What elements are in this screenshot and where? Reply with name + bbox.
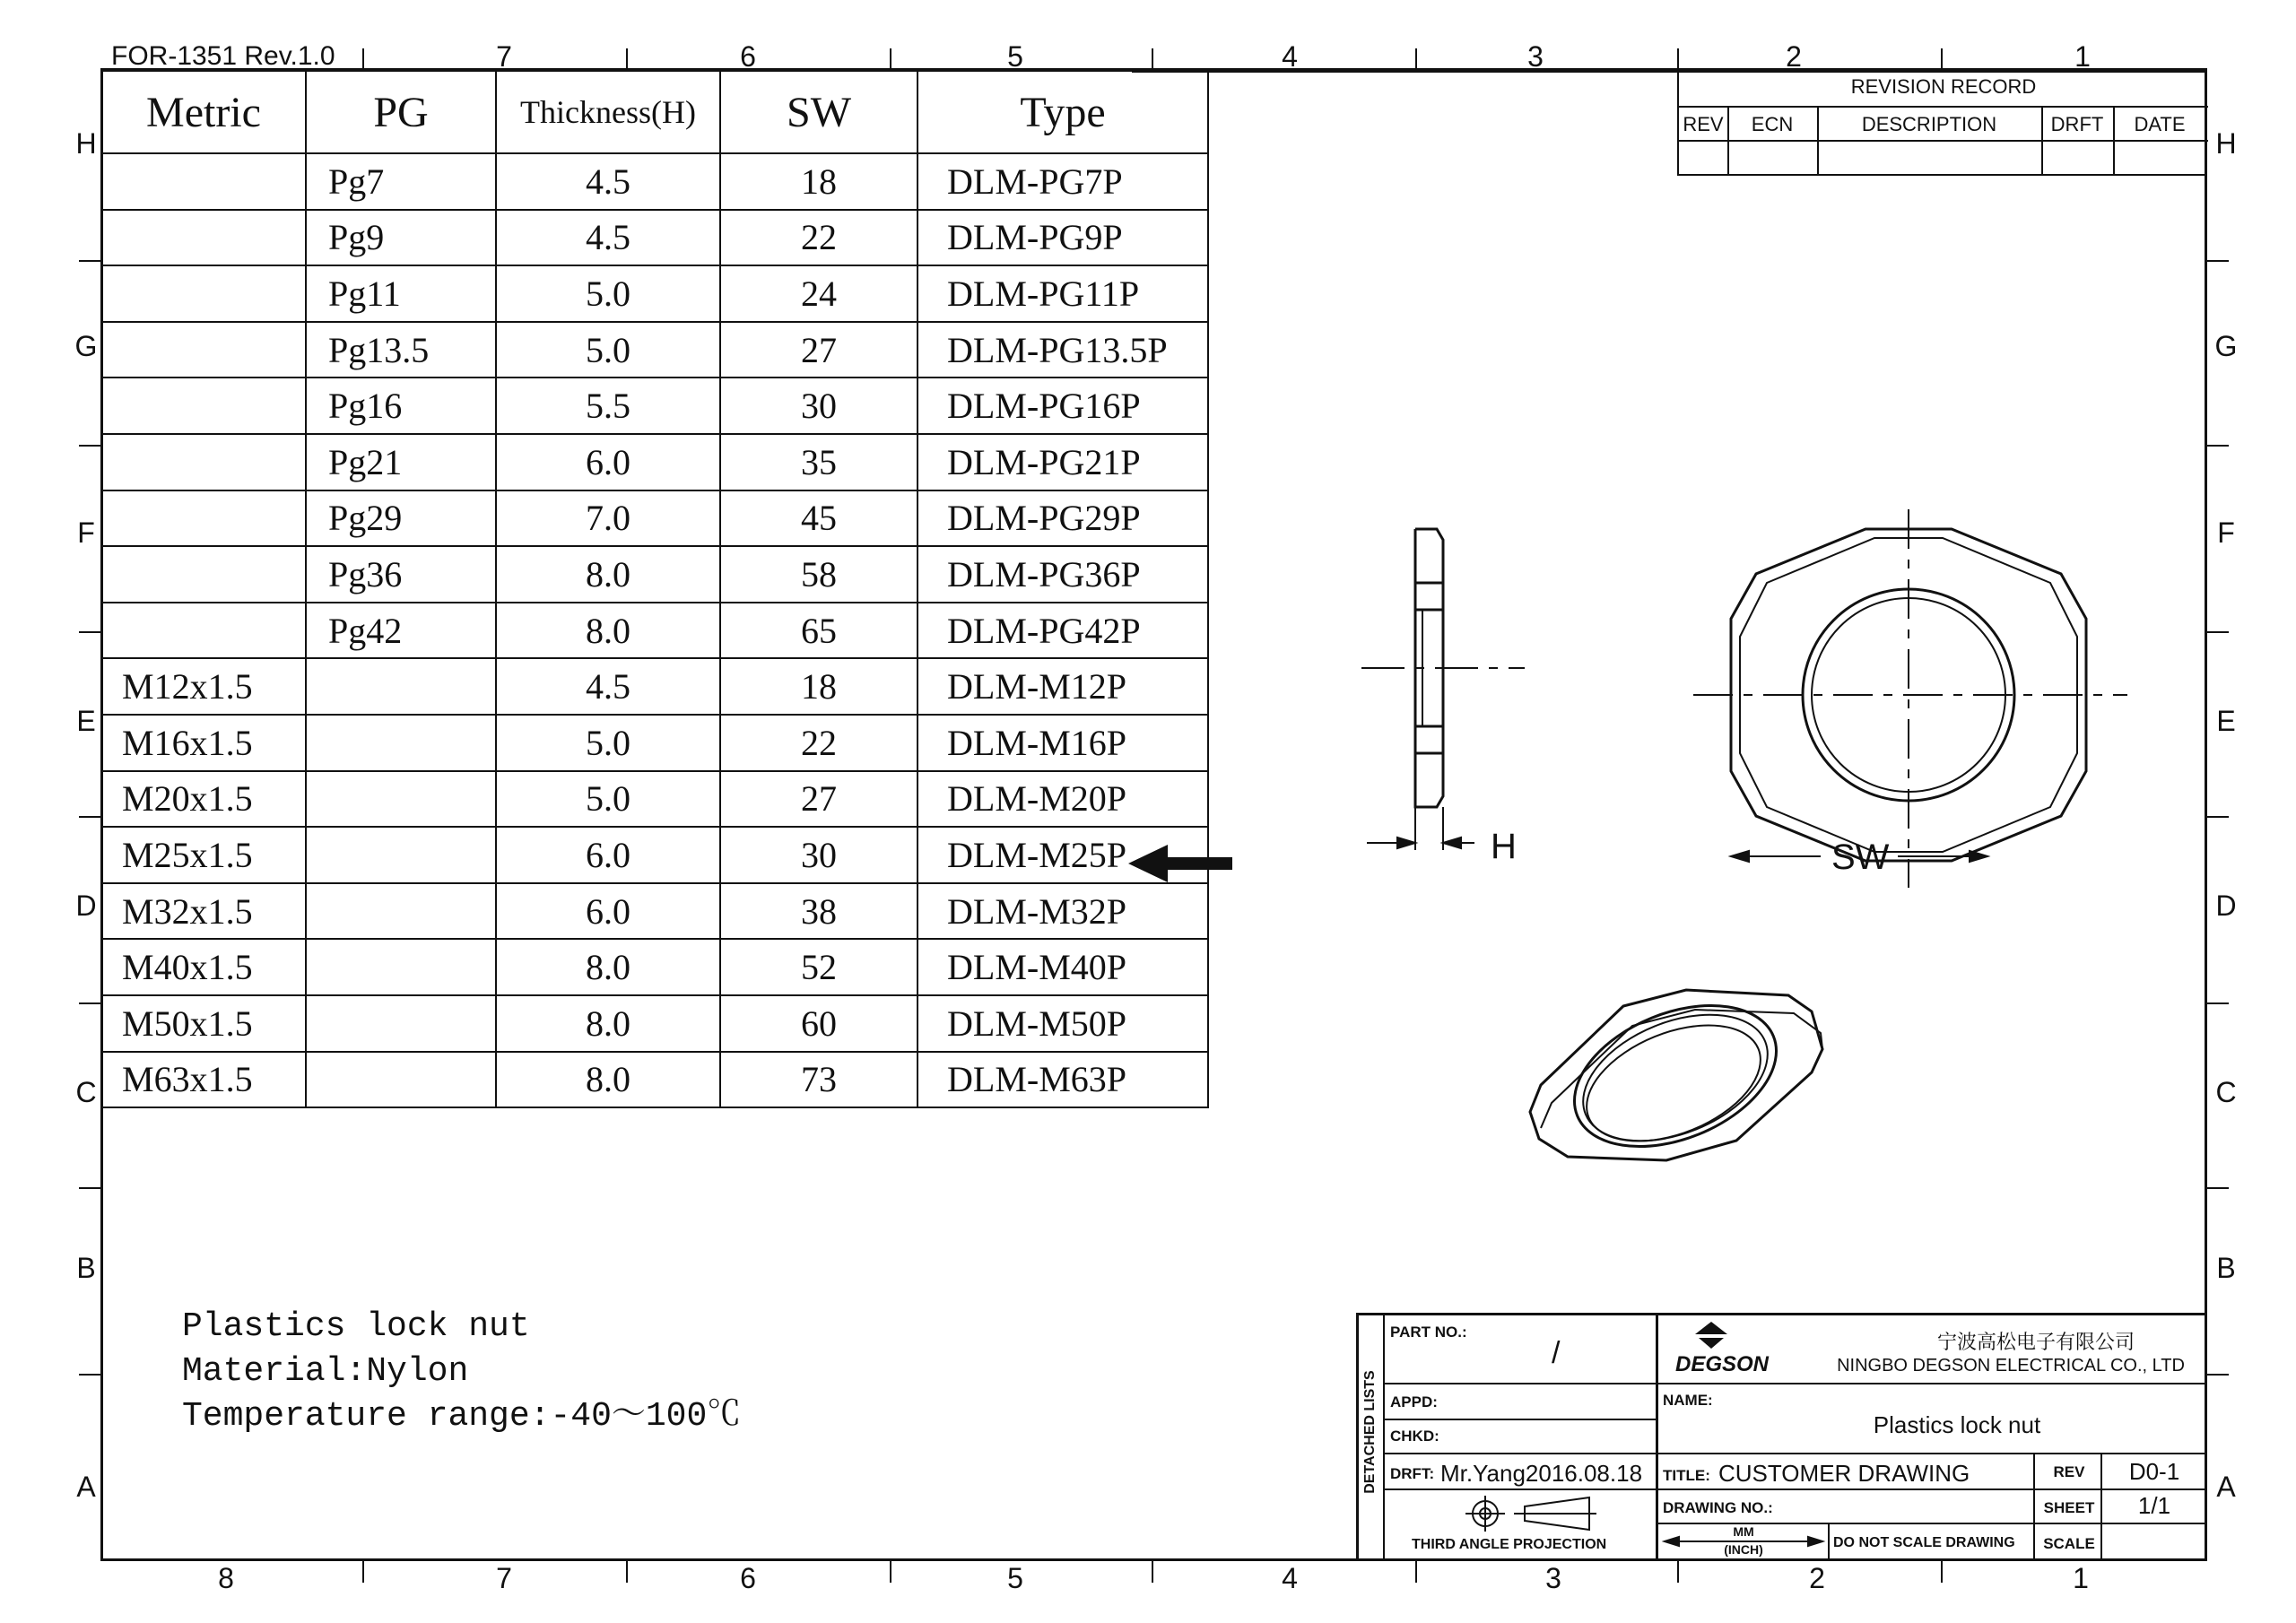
zone-tick [362, 1561, 364, 1583]
cell-metric: M16x1.5 [101, 715, 306, 771]
do-not-scale-label: DO NOT SCALE DRAWING [1833, 1535, 2015, 1550]
note-line-1: Plastics lock nut [182, 1307, 530, 1346]
zone-tick [79, 631, 100, 633]
cell-type: DLM-M40P [918, 939, 1208, 995]
rev-header-drft: DRFT [2050, 113, 2104, 135]
cell-thickness: 4.5 [496, 153, 720, 210]
table-row [101, 265, 1208, 322]
scale-label: SCALE [2043, 1535, 2095, 1552]
cell-sw: 18 [720, 658, 918, 715]
table-row [101, 715, 1208, 771]
zone-top-1: 1 [2074, 40, 2091, 73]
units-inch: (INCH) [1717, 1542, 1770, 1557]
zone-tick [1941, 1561, 1943, 1583]
zone-tick [1152, 1561, 1153, 1583]
cell-pg: Pg16 [306, 378, 496, 434]
cell-sw: 30 [720, 827, 918, 883]
zone-bottom-8: 8 [218, 1562, 234, 1594]
zone-tick [1415, 1561, 1417, 1583]
cell-thickness: 6.0 [496, 883, 720, 940]
header-sw: SW [720, 71, 918, 153]
drft-label: DRFT: [1390, 1465, 1435, 1482]
cell-pg [306, 658, 496, 715]
zone-tick [79, 1002, 100, 1004]
zone-right-B: B [2216, 1252, 2236, 1284]
sheet-value: 1/1 [2137, 1492, 2171, 1519]
cell-pg: Pg9 [306, 210, 496, 266]
cell-type: DLM-M20P [918, 771, 1208, 828]
zone-top-6: 6 [740, 40, 756, 73]
cell-metric: M25x1.5 [101, 827, 306, 883]
zone-right-C: C [2215, 1076, 2237, 1108]
dimension-label-sw: SW [1831, 838, 1890, 877]
zone-tick [1677, 48, 1679, 70]
zone-bottom-3: 3 [1545, 1562, 1561, 1594]
rev-header-rev: REV [1683, 113, 1724, 135]
cell-type: DLM-M25P [918, 827, 1208, 883]
zone-tick [1941, 48, 1943, 70]
zone-tick [79, 1374, 100, 1376]
cell-sw: 65 [720, 603, 918, 659]
selection-arrow-icon [1128, 841, 1236, 886]
appd-label: APPD: [1390, 1393, 1438, 1410]
side-view-drawing [1354, 511, 1534, 870]
cell-sw: 73 [720, 1052, 918, 1108]
zone-right-E: E [2216, 705, 2236, 737]
cell-sw: 22 [720, 715, 918, 771]
cell-metric [101, 434, 306, 490]
cell-metric [101, 546, 306, 603]
name-value: Plastics lock nut [1873, 1411, 2041, 1438]
revision-record-title: REVISION RECORD [1850, 75, 2037, 98]
cell-metric [101, 153, 306, 210]
zone-tick [890, 48, 891, 70]
degson-logo-icon [1695, 1322, 1727, 1349]
zone-tick [890, 1561, 891, 1583]
zone-tick [626, 48, 628, 70]
cell-type: DLM-PG13.5P [918, 322, 1208, 378]
cell-thickness: 8.0 [496, 995, 720, 1052]
rev-value: D0-1 [2128, 1458, 2180, 1485]
zone-bottom-2: 2 [1809, 1562, 1825, 1594]
zone-bottom-4: 4 [1282, 1562, 1298, 1594]
detached-lists-label: DETACHED LISTS [1362, 1370, 1378, 1494]
tb-line [1383, 1313, 1385, 1560]
cell-metric [101, 490, 306, 547]
cell-type: DLM-PG9P [918, 210, 1208, 266]
cell-thickness: 6.0 [496, 434, 720, 490]
logo-text: DEGSON [1675, 1352, 1770, 1376]
cell-thickness: 8.0 [496, 546, 720, 603]
zone-tick [1415, 48, 1417, 70]
cell-sw: 58 [720, 546, 918, 603]
zone-tick [79, 445, 100, 447]
cell-sw: 22 [720, 210, 918, 266]
spec-table-header-row [101, 71, 1208, 153]
table-row [101, 378, 1208, 434]
note-line-2: Material:Nylon [182, 1352, 469, 1391]
cell-sw: 52 [720, 939, 918, 995]
cell-pg [306, 939, 496, 995]
cell-type: DLM-M50P [918, 995, 1208, 1052]
cell-type: DLM-M16P [918, 715, 1208, 771]
zone-tick [2207, 1187, 2229, 1189]
table-row [101, 658, 1208, 715]
zone-left-D: D [75, 890, 97, 922]
rev-label: REV [2053, 1463, 2085, 1480]
title-block [1356, 1313, 2207, 1560]
drawing-no-label: DRAWING NO.: [1663, 1499, 1773, 1516]
cell-metric [101, 265, 306, 322]
tb-line [1383, 1453, 1656, 1454]
cell-thickness: 7.0 [496, 490, 720, 547]
cell-thickness: 5.0 [496, 715, 720, 771]
cell-thickness: 5.0 [496, 771, 720, 828]
cell-metric: M32x1.5 [101, 883, 306, 940]
tb-line [1656, 1383, 2207, 1384]
cell-metric: M63x1.5 [101, 1052, 306, 1108]
cell-type: DLM-PG21P [918, 434, 1208, 490]
cell-metric: M20x1.5 [101, 771, 306, 828]
cell-metric [101, 210, 306, 266]
form-id: FOR-1351 Rev.1.0 [111, 41, 335, 71]
cell-sw: 60 [720, 995, 918, 1052]
zone-tick [2207, 1374, 2229, 1376]
tb-line [1383, 1383, 1656, 1384]
cell-pg [306, 1052, 496, 1108]
cell-sw: 27 [720, 771, 918, 828]
zone-bottom-1: 1 [2073, 1562, 2089, 1594]
table-row [101, 995, 1208, 1052]
title-value: CUSTOMER DRAWING [1718, 1460, 1970, 1487]
table-row [101, 153, 1208, 210]
zone-tick [2207, 260, 2229, 262]
notes [182, 1305, 741, 1439]
cell-pg [306, 995, 496, 1052]
zone-top-7: 7 [496, 40, 512, 73]
zone-bottom-7: 7 [496, 1562, 512, 1594]
zone-tick [626, 1561, 628, 1583]
cell-pg: Pg13.5 [306, 322, 496, 378]
zone-left-B: B [76, 1252, 96, 1284]
zone-top-2: 2 [1786, 40, 1802, 73]
cell-type: DLM-M32P [918, 883, 1208, 940]
cell-sw: 30 [720, 378, 918, 434]
zone-left-C: C [75, 1076, 97, 1108]
rev-divider [1679, 106, 2208, 108]
zone-right-G: G [2214, 330, 2238, 362]
table-row [101, 603, 1208, 659]
zone-bottom-5: 5 [1007, 1562, 1023, 1594]
tb-line [1356, 1313, 2207, 1315]
drft-value: Mr.Yang2016.08.18 [1440, 1460, 1643, 1487]
tb-line [1356, 1313, 1359, 1560]
cell-pg: Pg11 [306, 265, 496, 322]
header-metric: Metric [101, 71, 306, 153]
note-line-3: Temperature range:-40～100℃ [182, 1397, 742, 1436]
cell-pg [306, 883, 496, 940]
cell-pg [306, 771, 496, 828]
table-row [101, 210, 1208, 266]
zone-right-F: F [2217, 516, 2235, 549]
table-row [101, 322, 1208, 378]
zone-tick [2207, 631, 2229, 633]
zone-tick [1152, 48, 1153, 70]
zone-tick [79, 816, 100, 818]
cell-thickness: 5.5 [496, 378, 720, 434]
cell-pg [306, 715, 496, 771]
zone-left-G: G [74, 330, 98, 362]
zone-right-A: A [2216, 1471, 2236, 1503]
cell-thickness: 8.0 [496, 939, 720, 995]
part-no-value: / [1552, 1336, 1561, 1370]
part-no-label: PART NO.: [1390, 1324, 1467, 1341]
spec-table [100, 70, 1209, 1108]
zone-tick [2207, 1002, 2229, 1004]
cell-metric [101, 603, 306, 659]
cell-pg [306, 827, 496, 883]
cell-metric: M50x1.5 [101, 995, 306, 1052]
cell-pg: Pg36 [306, 546, 496, 603]
cell-sw: 18 [720, 153, 918, 210]
company-name-cn: 宁波高松电子有限公司 [1936, 1332, 2135, 1354]
third-angle-projection-icon [1455, 1494, 1598, 1533]
cell-sw: 24 [720, 265, 918, 322]
rev-divider [1679, 140, 2208, 142]
zone-right-H: H [2215, 127, 2237, 160]
units-mm: MM [1717, 1524, 1770, 1539]
cell-type: DLM-PG42P [918, 603, 1208, 659]
projection-label: THIRD ANGLE PROJECTION [1412, 1537, 1607, 1552]
cell-type: DLM-PG11P [918, 265, 1208, 322]
zone-tick [2207, 445, 2229, 447]
dimension-label-h: H [1491, 827, 1517, 866]
company-name-en: NINGBO DEGSON ELECTRICAL CO., LTD [1837, 1356, 2185, 1376]
zone-tick [79, 1187, 100, 1189]
table-row [101, 434, 1208, 490]
cell-pg: Pg7 [306, 153, 496, 210]
zone-bottom-6: 6 [740, 1562, 756, 1594]
tb-line [1383, 1419, 1656, 1420]
tb-line [1656, 1488, 2207, 1490]
cell-type: DLM-PG7P [918, 153, 1208, 210]
rev-header-ecn: ECN [1751, 113, 1794, 135]
zone-tick [362, 48, 364, 70]
name-label: NAME: [1663, 1392, 1713, 1409]
header-pg: PG [306, 71, 496, 153]
cell-sw: 38 [720, 883, 918, 940]
isometric-nut-drawing [1525, 977, 1848, 1228]
tb-line [1656, 1453, 2207, 1454]
sheet-label: SHEET [2043, 1499, 2095, 1516]
cell-metric: M12x1.5 [101, 658, 306, 715]
table-row [101, 771, 1208, 828]
cell-pg: Pg29 [306, 490, 496, 547]
zone-tick [1677, 1561, 1679, 1583]
table-row [101, 827, 1208, 883]
table-row [101, 490, 1208, 547]
tb-line [1828, 1523, 1830, 1560]
cell-type: DLM-PG36P [918, 546, 1208, 603]
tb-line [2033, 1453, 2035, 1560]
title-label: TITLE: [1663, 1467, 1710, 1484]
zone-left-H: H [75, 127, 97, 160]
rev-header-description: DESCRIPTION [1861, 113, 1997, 135]
cell-thickness: 8.0 [496, 603, 720, 659]
zone-tick [2207, 816, 2229, 818]
rev-header-date: DATE [2134, 113, 2186, 135]
cell-thickness: 6.0 [496, 827, 720, 883]
spec-table-body [101, 153, 1208, 1107]
cell-type: DLM-PG29P [918, 490, 1208, 547]
cell-metric [101, 322, 306, 378]
cell-pg: Pg42 [306, 603, 496, 659]
zone-right-D: D [2215, 890, 2237, 922]
cell-sw: 45 [720, 490, 918, 547]
cell-type: DLM-M12P [918, 658, 1208, 715]
table-row [101, 1052, 1208, 1108]
tb-line [1383, 1488, 1656, 1490]
cell-thickness: 8.0 [496, 1052, 720, 1108]
cell-metric: M40x1.5 [101, 939, 306, 995]
table-row [101, 939, 1208, 995]
cell-thickness: 4.5 [496, 658, 720, 715]
cell-thickness: 4.5 [496, 210, 720, 266]
zone-left-A: A [76, 1471, 96, 1503]
table-row [101, 546, 1208, 603]
header-type: Type [918, 71, 1208, 153]
zone-top-4: 4 [1282, 40, 1298, 73]
cell-sw: 35 [720, 434, 918, 490]
revision-record [1677, 70, 2206, 176]
cell-metric [101, 378, 306, 434]
zone-left-E: E [76, 705, 96, 737]
table-row [101, 883, 1208, 940]
zone-tick [79, 260, 100, 262]
header-thickness: Thickness(H) [496, 71, 720, 153]
cell-pg: Pg21 [306, 434, 496, 490]
cell-type: DLM-M63P [918, 1052, 1208, 1108]
cell-sw: 27 [720, 322, 918, 378]
zone-top-3: 3 [1527, 40, 1544, 73]
zone-top-5: 5 [1007, 40, 1023, 73]
cell-thickness: 5.0 [496, 322, 720, 378]
zone-left-F: F [77, 516, 95, 549]
cell-thickness: 5.0 [496, 265, 720, 322]
chkd-label: CHKD: [1390, 1428, 1439, 1445]
cell-type: DLM-PG16P [918, 378, 1208, 434]
